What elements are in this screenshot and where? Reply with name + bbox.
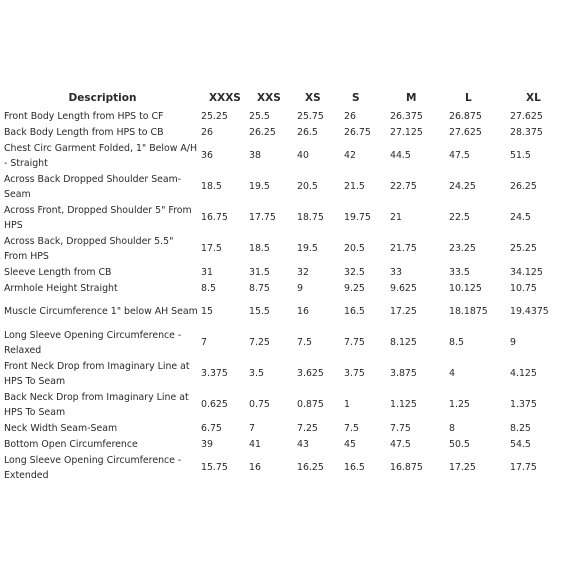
cell-value: 22.75: [390, 181, 417, 192]
cell-value: 17.25: [449, 462, 476, 473]
cell-value: 8.125: [390, 337, 417, 348]
cell-value: 15.75: [201, 462, 228, 473]
header-size-s: S: [352, 92, 360, 104]
cell-value: 9: [510, 337, 516, 348]
cell-value: 9.625: [390, 282, 417, 294]
cell-value: 3.625: [297, 368, 324, 379]
cell-value: 25.25: [510, 243, 537, 254]
row-description: Across Front, Dropped Shoulder 5" From HPS: [4, 204, 192, 231]
cell-value: 20.5: [344, 243, 365, 254]
cell-value: 16.5: [344, 462, 365, 473]
cell-value: 17.75: [249, 212, 276, 223]
cell-value: 33: [390, 266, 402, 278]
table-row: [4, 140, 574, 171]
cell-value: 26.75: [344, 126, 371, 138]
cell-value: 8: [449, 422, 455, 434]
cell-value: 26.25: [249, 126, 276, 138]
cell-value: 18.75: [297, 212, 324, 223]
table-row: [4, 327, 574, 358]
cell-value: 16: [297, 306, 309, 317]
cell-value: 7.5: [344, 422, 359, 434]
cell-value: 8.5: [201, 282, 216, 294]
cell-value: 15.5: [249, 306, 270, 317]
cell-value: 17.25: [390, 306, 417, 317]
cell-value: 26.5: [297, 126, 318, 138]
table-row: [4, 171, 574, 202]
cell-value: 16.5: [344, 306, 365, 317]
cell-value: 4.125: [510, 368, 537, 379]
cell-value: 17.5: [201, 243, 222, 254]
cell-value: 3.75: [344, 368, 365, 379]
table-row: [4, 358, 574, 389]
cell-value: 23.25: [449, 243, 476, 254]
table-row: [4, 436, 574, 452]
cell-value: 18.5: [249, 243, 270, 254]
header-size-xl: XL: [526, 92, 541, 104]
row-description: Armhole Height Straight: [4, 282, 118, 294]
cell-value: 21: [390, 212, 402, 223]
table-row: [4, 233, 574, 264]
cell-value: 54.5: [510, 438, 531, 450]
table-row: [4, 124, 574, 140]
cell-value: 38: [249, 150, 261, 161]
cell-value: 8.25: [510, 422, 531, 434]
cell-value: 19.5: [297, 243, 318, 254]
cell-value: 25.25: [201, 110, 228, 122]
cell-value: 3.375: [201, 368, 228, 379]
cell-value: 20.5: [297, 181, 318, 192]
row-description: Neck Width Seam-Seam: [4, 422, 118, 434]
cell-value: 1.25: [449, 399, 470, 410]
cell-value: 27.125: [390, 126, 423, 138]
row-description: Back Neck Drop from Imaginary Line at HPS To Seam: [4, 391, 189, 418]
cell-value: 32.5: [344, 266, 365, 278]
cell-value: 9: [297, 282, 303, 294]
cell-value: 7.25: [297, 422, 318, 434]
row-description: Across Back Dropped Shoulder Seam-Seam: [4, 173, 182, 200]
cell-value: 31.5: [249, 266, 270, 278]
cell-value: 26.25: [510, 181, 537, 192]
cell-value: 45: [344, 438, 356, 450]
header-size-l: L: [465, 92, 472, 104]
cell-value: 47.5: [390, 438, 411, 450]
cell-value: 27.625: [449, 126, 482, 138]
table-row: [4, 420, 574, 436]
cell-value: 31: [201, 266, 213, 278]
cell-value: 16: [249, 462, 261, 473]
cell-value: 36: [201, 150, 213, 161]
cell-value: 28.375: [510, 126, 543, 138]
row-description: Front Neck Drop from Imaginary Line at HPS To Seam: [4, 360, 190, 387]
header-size-xxxs: XXXS: [209, 92, 241, 104]
cell-value: 3.5: [249, 368, 264, 379]
header-description: Description: [68, 92, 137, 104]
table-row: [4, 452, 574, 483]
cell-value: 18.5: [201, 181, 222, 192]
cell-value: 21.5: [344, 181, 365, 192]
cell-value: 26: [344, 110, 356, 122]
size-chart-table: [4, 88, 574, 483]
row-description: Sleeve Length from CB: [4, 266, 112, 278]
cell-value: 7.25: [249, 337, 270, 348]
row-description: Bottom Open Circumference: [4, 438, 138, 450]
cell-value: 0.875: [297, 399, 324, 410]
cell-value: 8.75: [249, 282, 270, 294]
cell-value: 7.75: [390, 422, 411, 434]
table-row: [4, 296, 574, 327]
cell-value: 27.625: [510, 110, 543, 122]
cell-value: 44.5: [390, 150, 411, 161]
cell-value: 17.75: [510, 462, 537, 473]
row-description: Chest Circ Garment Folded, 1" Below A/H - Straight: [4, 142, 198, 169]
cell-value: 22.5: [449, 212, 470, 223]
cell-value: 4: [449, 368, 455, 379]
cell-value: 10.75: [510, 282, 537, 294]
cell-value: 1.125: [390, 399, 417, 410]
header-row: [4, 88, 574, 108]
cell-value: 7.75: [344, 337, 365, 348]
cell-value: 51.5: [510, 150, 531, 161]
table-row: [4, 389, 574, 420]
cell-value: 16.25: [297, 462, 324, 473]
cell-value: 0.75: [249, 399, 270, 410]
row-description: Across Back, Dropped Shoulder 5.5" From HPS: [4, 235, 174, 262]
cell-value: 16.875: [390, 462, 423, 473]
cell-value: 47.5: [449, 150, 470, 161]
cell-value: 24.25: [449, 181, 476, 192]
cell-value: 34.125: [510, 266, 543, 278]
cell-value: 50.5: [449, 438, 470, 450]
header-size-m: M: [406, 92, 417, 104]
row-description: Front Body Length from HPS to CF: [4, 110, 164, 122]
row-description: Muscle Circumference 1" below AH Seam: [4, 306, 198, 317]
cell-value: 40: [297, 150, 309, 161]
cell-value: 26.375: [390, 110, 423, 122]
cell-value: 19.75: [344, 212, 371, 223]
cell-value: 9.25: [344, 282, 365, 294]
cell-value: 15: [201, 306, 213, 317]
cell-value: 19.5: [249, 181, 270, 192]
cell-value: 41: [249, 438, 261, 450]
cell-value: 1: [344, 399, 350, 410]
cell-value: 0.625: [201, 399, 228, 410]
table-body: [4, 108, 574, 483]
cell-value: 21.75: [390, 243, 417, 254]
cell-value: 26: [201, 126, 213, 138]
table-row: [4, 280, 574, 296]
table-row: [4, 202, 574, 233]
cell-value: 32: [297, 266, 309, 278]
cell-value: 39: [201, 438, 213, 450]
cell-value: 43: [297, 438, 309, 450]
table-row: [4, 108, 574, 124]
row-description: Back Body Length from HPS to CB: [4, 126, 164, 138]
cell-value: 25.75: [297, 110, 324, 122]
cell-value: 10.125: [449, 282, 482, 294]
cell-value: 7: [201, 337, 207, 348]
row-description: Long Sleeve Opening Circumference - Relaxed: [4, 329, 182, 356]
cell-value: 26.875: [449, 110, 482, 122]
size-chart: [4, 88, 574, 483]
cell-value: 6.75: [201, 422, 222, 434]
cell-value: 7.5: [297, 337, 312, 348]
cell-value: 18.1875: [449, 306, 488, 317]
cell-value: 16.75: [201, 212, 228, 223]
header-size-xs: XS: [305, 92, 321, 104]
cell-value: 24.5: [510, 212, 531, 223]
header-size-xxs: XXS: [257, 92, 281, 104]
cell-value: 19.4375: [510, 306, 549, 317]
cell-value: 25.5: [249, 110, 270, 122]
row-description: Long Sleeve Opening Circumference - Extended: [4, 454, 182, 481]
table-row: [4, 264, 574, 280]
cell-value: 33.5: [449, 266, 470, 278]
cell-value: 42: [344, 150, 356, 161]
cell-value: 1.375: [510, 399, 537, 410]
cell-value: 8.5: [449, 337, 464, 348]
cell-value: 3.875: [390, 368, 417, 379]
cell-value: 7: [249, 422, 255, 434]
